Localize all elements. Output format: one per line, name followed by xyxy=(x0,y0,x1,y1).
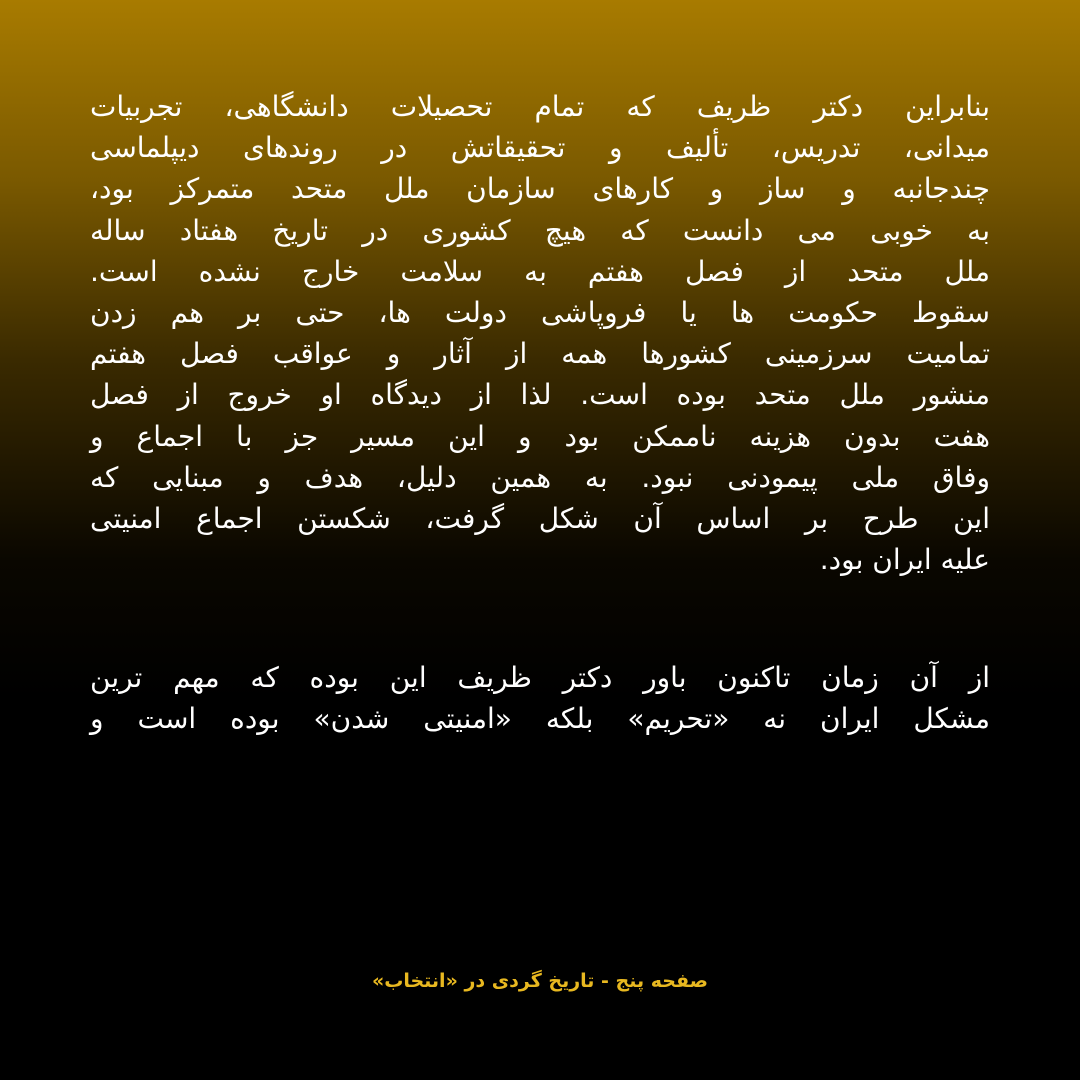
article-body xyxy=(90,86,990,740)
text-line: علیه ایران بود. xyxy=(819,543,990,577)
text-line: چندجانبه و ساز و کارهای سازمان ملل متحد متمرکز بود، xyxy=(90,172,990,206)
text-line: وفاق ملی پیمودنی نبود. به همین دلیل، هدف و مبنایی که xyxy=(90,460,990,494)
text-line: مشکل ایران نه «تحریم» بلکه «امنیتی شدن» بوده است و xyxy=(90,702,990,736)
text-line: به خوبی می دانست که هیچ کشوری در تاریخ هفتاد ساله xyxy=(90,213,990,247)
text-line: هفت بدون هزینه ناممکن بود و این مسیر جز با اجماع و xyxy=(90,419,990,453)
text-line: این طرح بر اساس آن شکل گرفت، شکستن اجماع امنیتی xyxy=(90,501,990,535)
text-line: سقوط حکومت ها یا فروپاشی دولت ها، حتی بر هم زدن xyxy=(90,295,990,329)
paragraph-2 xyxy=(90,657,990,739)
paragraph-1 xyxy=(90,86,990,580)
text-line: تمامیت سرزمینی کشورها همه از آثار و عواقب فصل هفتم xyxy=(90,337,990,371)
text-line: بنابراین دکتر ظریف که تمام تحصیلات دانشگاهی، تجربیات xyxy=(90,90,990,123)
page-footer: صفحه پنج - تاریخ گردی در «انتخاب» xyxy=(371,970,709,992)
text-line: از آن زمان تاکنون باور دکتر ظریف این بوده که مهم ترین xyxy=(90,661,990,695)
text-line: ملل متحد از فصل هفتم به سلامت خارج نشده است. xyxy=(90,254,990,288)
text-line: میدانی، تدریس، تألیف و تحقیقاتش در روندهای دیپلماسی xyxy=(90,131,990,165)
text-line: منشور ملل متحد بوده است. لذا از دیدگاه او خروج از فصل xyxy=(90,378,990,412)
